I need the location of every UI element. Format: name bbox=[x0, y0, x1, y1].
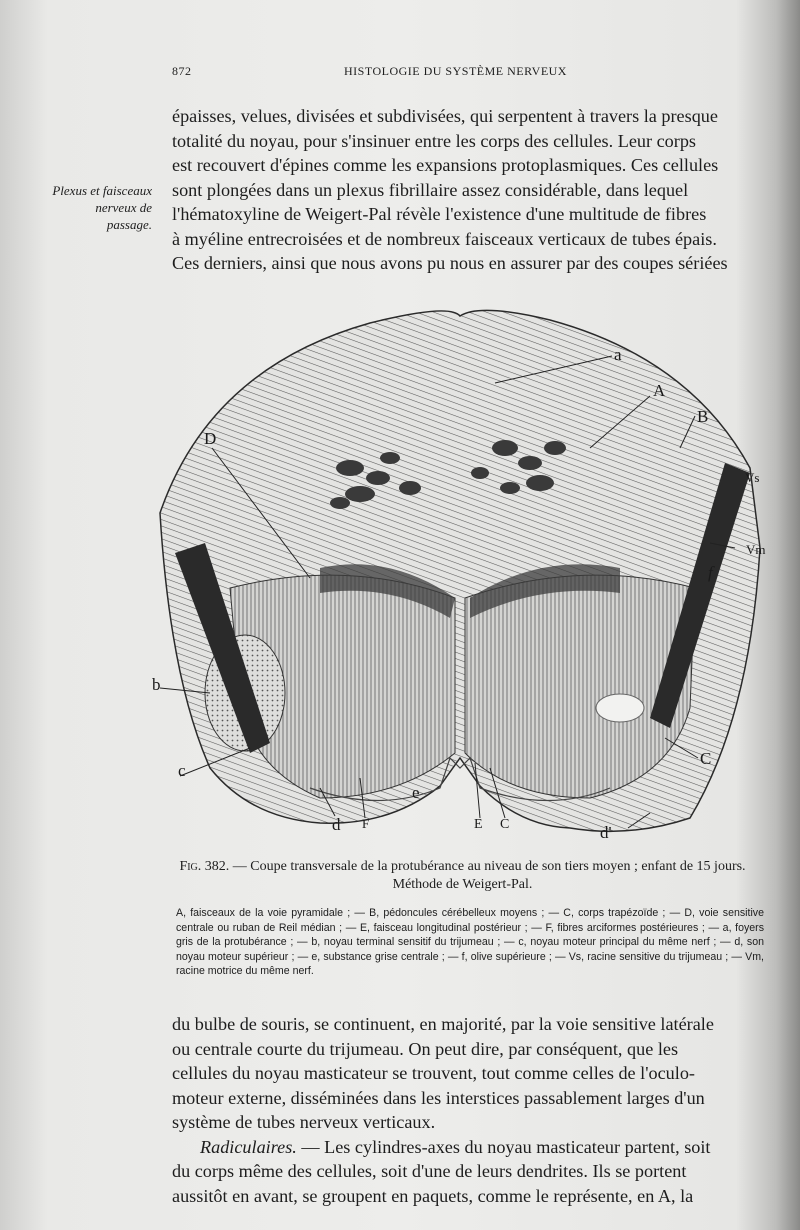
pons-cross-section-figure bbox=[150, 298, 770, 838]
figure-label-e: e bbox=[412, 783, 420, 802]
text-line: cellules du noyau masticateur se trouvent, tout comme celles de l'oculo- bbox=[172, 1063, 695, 1083]
text-line: moteur externe, disséminées dans les interstices passablement larges d'un bbox=[172, 1087, 705, 1108]
paragraph-bottom bbox=[172, 1012, 760, 1208]
figure-label-C-lower: C bbox=[500, 817, 510, 832]
text-line: ou centrale courte du trijumeau. On peut dire, par conséquent, que les bbox=[172, 1038, 679, 1059]
figure-label-d-prime: d' bbox=[600, 823, 612, 838]
text-line: est recouvert d'épines comme les expansions protoplasmiques. Ces cellules bbox=[172, 155, 719, 175]
figure-label-c: c bbox=[178, 761, 186, 780]
margin-note: Plexus et faisceaux nerveux de passage. bbox=[52, 183, 152, 232]
text-line: à myéline entrecroisées et de nombreux faisceaux verticaux de tubes épais. bbox=[172, 228, 717, 249]
figure-label-b: b bbox=[152, 675, 161, 694]
page-number: 872 bbox=[172, 64, 192, 78]
figure-label-f: f bbox=[708, 563, 713, 582]
figure-label-D: D bbox=[204, 429, 217, 448]
figure-label-d: d bbox=[332, 815, 341, 834]
running-title: HISTOLOGIE DU SYSTÈME NERVEUX bbox=[344, 64, 567, 78]
figure-label-C: C bbox=[700, 749, 712, 768]
figure-label-A: A bbox=[653, 381, 666, 400]
paragraph-top bbox=[172, 104, 760, 276]
section-outline bbox=[160, 310, 760, 831]
olive bbox=[596, 694, 644, 722]
text-line: sont plongées dans un plexus fibrillaire assez considérable, dans lequel bbox=[172, 179, 689, 200]
figure-caption bbox=[160, 858, 765, 894]
figure-label-B: B bbox=[697, 407, 709, 426]
figure-label-E: E bbox=[474, 817, 483, 832]
text-line: l'hématoxyline de Weigert-Pal révèle l'existence d'une multitude de fibres bbox=[172, 204, 707, 224]
figure-legend: A, faisceaux de la voie pyramidale ; — B, pédoncules cérébelleux moyens ; — C, corps trapézoïde ; — D, voie sensitive centrale ou ruban de Reil médian ; — E, faisceau longitudinal postérieur ; — F, fibres arciformes postérieures ; — a, foyers gris de la protubérance ; — b, noyau terminal sensitif du trijumeau ; — c, noyau moteur principal du même nerf ; — d, son noyau moteur supérieur ; — e, substance grise centrale ; — f, olive supérieure ; — Vs, racine sensitive du trijumeau ; — Vm, racine motrice du même nerf. bbox=[176, 907, 764, 978]
text-line: aussitôt en avant, se groupent en paquets, comme le représente, en A, la bbox=[172, 1185, 694, 1206]
text-line: du bulbe de souris, se continuent, en majorité, par la voie sensitive latérale bbox=[172, 1014, 714, 1034]
figure-caption-text: — Coupe transversale de la protubérance au niveau de son tiers moyen ; enfant de 15 jours. Méthode de Weigert-Pal. bbox=[232, 859, 746, 892]
figure-label-F: F bbox=[362, 816, 370, 831]
figure-number: Fig. 382. bbox=[179, 859, 230, 874]
text-line bbox=[172, 1135, 760, 1160]
figure-label-Vm: Vm bbox=[746, 542, 766, 557]
figure-label-Vs: Vs bbox=[745, 470, 760, 485]
text-span: — Les cylindres-axes du noyau masticateur partent, soit bbox=[301, 1136, 711, 1157]
text-line: épaisses, velues, divisées et subdivisées, qui serpentent à travers la presque bbox=[172, 106, 718, 126]
text-line: du corps même des cellules, soit d'une de leurs dendrites. Ils se portent bbox=[172, 1161, 687, 1181]
figure-label-a: a bbox=[614, 345, 622, 364]
text-line: totalité du noyau, pour s'insinuer entre les corps des cellules. Leur corps bbox=[172, 130, 697, 151]
running-header bbox=[172, 64, 762, 84]
paragraph-heading: Radiculaires. bbox=[200, 1136, 297, 1157]
text-line: système de tubes nerveux verticaux. bbox=[172, 1112, 436, 1132]
text-line: Ces derniers, ainsi que nous avons pu nous en assurer par des coupes sériées bbox=[172, 253, 728, 273]
